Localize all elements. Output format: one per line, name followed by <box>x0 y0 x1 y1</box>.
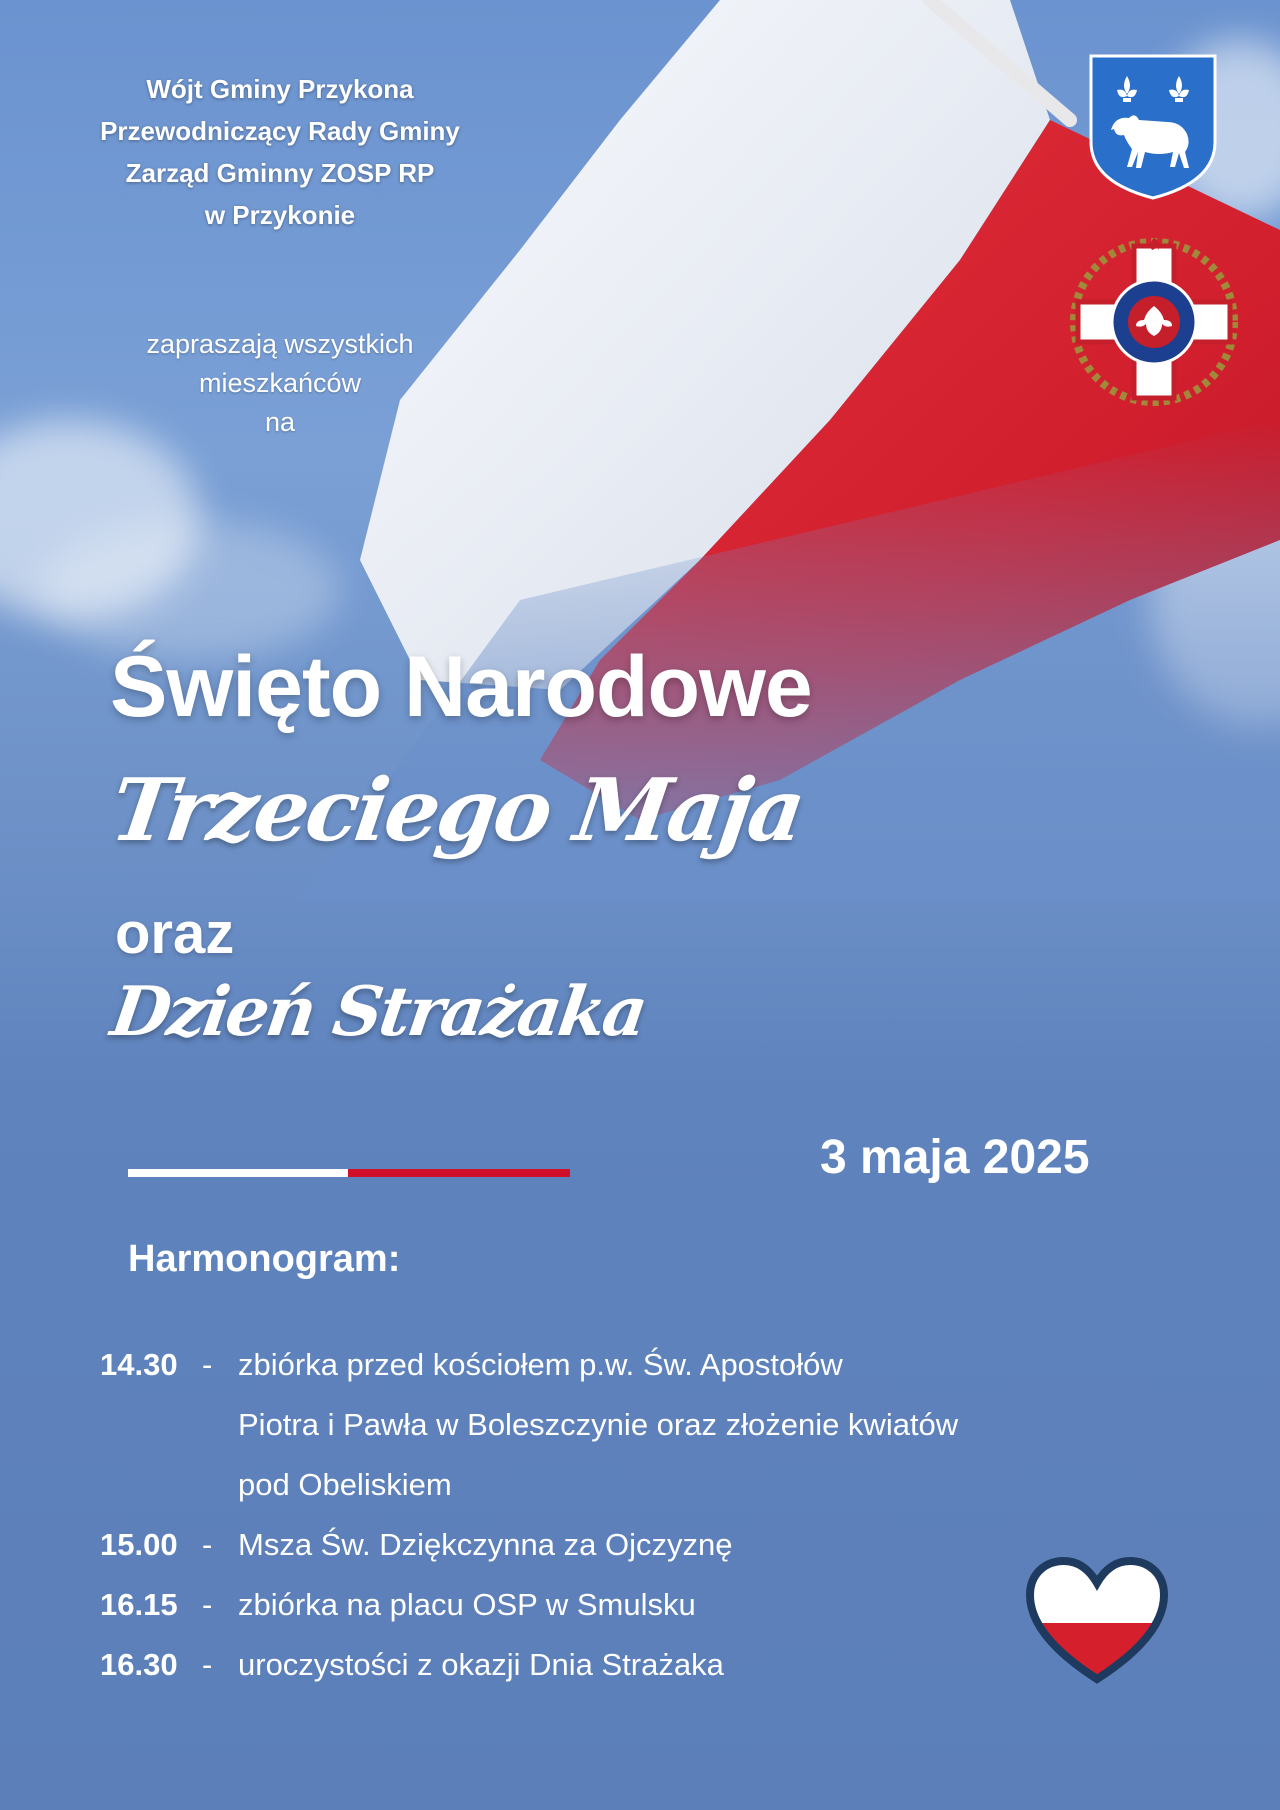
schedule-dash: - <box>202 1647 213 1682</box>
schedule-time: 14.30 <box>100 1347 178 1382</box>
organizer-line: w Przykonie <box>204 200 356 230</box>
divider-red-segment <box>348 1169 570 1177</box>
schedule-description-line: Msza Św. Dziękczynna za Ojczyznę <box>238 1527 733 1562</box>
event-title-line3: oraz <box>115 901 235 966</box>
event-title-line2: Trzeciego Maja <box>104 760 809 861</box>
invitation-text <box>60 325 500 442</box>
organizer-line: Zarząd Gminny ZOSP RP <box>125 158 435 188</box>
event-title-line1: Święto Narodowe <box>110 639 812 735</box>
schedule-description <box>238 1335 1220 1515</box>
schedule-description-line: uroczystości z okazji Dnia Strażaka <box>238 1647 724 1682</box>
invite-line: zapraszają wszystkich <box>146 329 414 359</box>
invite-line: na <box>264 407 296 437</box>
divider-white-segment <box>128 1169 348 1177</box>
schedule-description-line: zbiórka na placu OSP w Smulsku <box>238 1587 696 1622</box>
organizer-line: Przewodniczący Rady Gminy <box>100 116 460 146</box>
invite-line: mieszkańców <box>198 368 362 398</box>
schedule-dash: - <box>202 1587 213 1622</box>
schedule-dash: - <box>202 1527 213 1562</box>
polish-flag-heart-icon <box>1024 1555 1170 1689</box>
schedule-time: 16.30 <box>100 1647 178 1682</box>
coat-of-arms-horse-icon <box>1087 52 1219 202</box>
organizer-line: Wójt Gminy Przykona <box>146 74 414 104</box>
schedule-description-line: zbiórka przed kościołem p.w. Św. Apostołów <box>238 1347 843 1382</box>
schedule-dash: - <box>202 1347 213 1382</box>
flag-divider <box>128 1169 570 1177</box>
firefighter-union-badge-icon <box>1068 236 1240 408</box>
schedule-time: 15.00 <box>100 1527 178 1562</box>
schedule-title: Harmonogram: <box>128 1238 401 1280</box>
schedule-item <box>100 1335 1220 1515</box>
schedule-time: 16.15 <box>100 1587 178 1622</box>
organizers-block <box>20 68 540 236</box>
schedule-description-line: Piotra i Pawła w Boleszczynie oraz złożenie kwiatów <box>238 1407 959 1442</box>
event-date: 3 maja 2025 <box>820 1131 1090 1184</box>
schedule-description-line: pod Obeliskiem <box>238 1467 452 1502</box>
event-title-line4: Dzień Strażaka <box>106 972 650 1052</box>
